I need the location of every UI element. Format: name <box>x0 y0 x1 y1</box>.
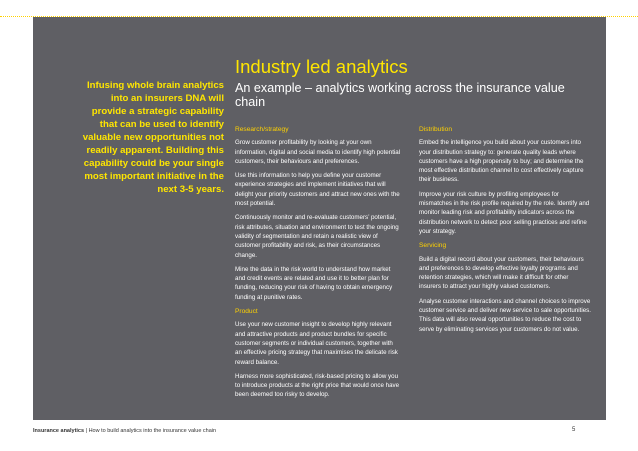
footer-separator: | <box>84 428 89 434</box>
section-heading-product: Product <box>235 308 258 316</box>
paragraph: Embed the intelligence you build about your customers into your distribution strategy to: generate quality leads where customers have a high propensity to buy; and determine the most effective distribution channel to cost effectively capture their business. <box>419 139 584 184</box>
footer-text: How to build analytics into the insurance value chain <box>88 428 217 434</box>
servicing-section <box>419 241 591 334</box>
paragraph: Analyse customer interactions and channel choices to improve customer service and deliver new service to sale opportunities. This data will also reveal opportunities to reduce the cost to serve by eliminating services your customers do not value. <box>419 297 591 333</box>
left-column <box>235 125 401 405</box>
page-number: 5 <box>572 427 576 433</box>
paragraph: Build a digital record about your customers, their behaviours and preferences to develop effective loyalty programs and retention strategies, which will make it difficult for other insurers to attract your highly valued customers. <box>419 255 584 291</box>
pull-quote: Infusing whole brain analytics into an insurers DNA will provide a strategic capability that can be used to identify valuable new opportunities not readily apparent. Building this capability could be your single most important initiative in the next 3-5 years. <box>82 80 224 195</box>
paragraph: Continuously monitor and re-evaluate customers’ potential, risk attributes, situation and environment to test the ongoing validity of segmentation and retain a realistic view of customer profitability and risk, as their circumstances change. <box>235 214 399 259</box>
paragraph: Use this information to help you define your customer experience strategies and implement initiatives that will delight your priority customers and attract new ones with the most potential. <box>235 172 400 208</box>
section-heading-distribution: Distribution <box>419 126 452 133</box>
paragraph: Use your new customer insight to develop highly relevant and attractive products and product bundles for specific customer segments or individual customers, together with an effective pricing strategy that maximises the delicate risk reward balance. <box>235 321 398 366</box>
paragraph: Grow customer profitability by looking at your own information, digital and social media to identify high potential customers, their behaviours and preferences. <box>235 139 401 165</box>
paragraph: Improve your risk culture by profiling employees for mismatches in the risk profile required by the role. Identify and monitor leading risk and profitability indicators across the distribution network to detect poor selling practices and refine your strategy. <box>419 190 590 235</box>
paragraph: Harness more sophisticated, risk-based pricing to allow you to introduce products at the right price that would once have been deemed too risky to develop. <box>235 372 400 399</box>
page-title: Industry led analytics <box>235 56 408 77</box>
section-heading-servicing: Servicing <box>419 242 447 250</box>
paragraph: Mine the data in the risk world to understand how market and credit events are related and use it to better plan for funding, reducing your risk of having to obtain emergency funding at punitive rates. <box>235 265 393 301</box>
page-footer <box>33 428 216 434</box>
page-subtitle: An example – analytics working across the insurance value chain <box>235 81 565 109</box>
footer-brand: Insurance analytics <box>33 428 85 434</box>
distribution-section <box>419 125 591 236</box>
product-section <box>235 307 401 400</box>
section-heading-research: Research/strategy <box>235 126 289 133</box>
right-column <box>419 125 591 339</box>
research-strategy-section <box>235 125 401 302</box>
